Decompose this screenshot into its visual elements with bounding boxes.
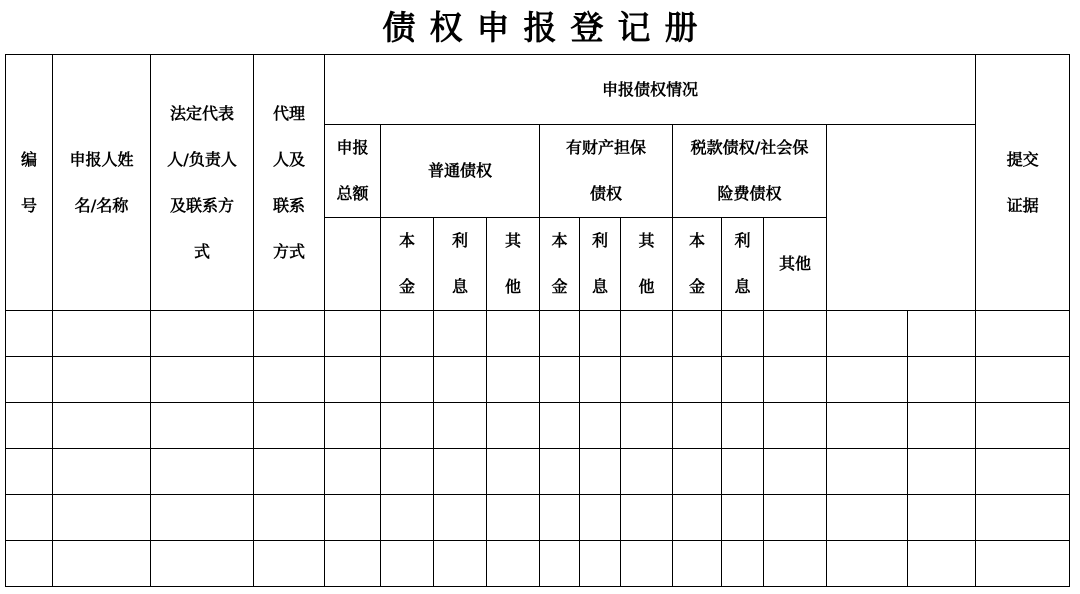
header-legal-representative: 法定代表 人/负责人 及联系方 式 <box>151 55 254 311</box>
table-row <box>6 541 1070 587</box>
table-cell[interactable] <box>540 403 580 449</box>
table-cell[interactable] <box>487 541 540 587</box>
table-cell[interactable] <box>580 449 621 495</box>
table-cell[interactable] <box>764 541 827 587</box>
table-cell[interactable] <box>6 357 53 403</box>
header-claim-situation: 申报债权情况 <box>325 55 976 125</box>
table-cell[interactable] <box>6 449 53 495</box>
table-cell[interactable] <box>827 541 908 587</box>
table-cell[interactable] <box>254 357 325 403</box>
table-cell[interactable] <box>673 449 722 495</box>
table-cell[interactable] <box>6 495 53 541</box>
register-title: 债权申报登记册 <box>382 8 712 47</box>
table-cell[interactable] <box>487 357 540 403</box>
table-cell[interactable] <box>722 357 764 403</box>
table-cell[interactable] <box>764 403 827 449</box>
table-cell[interactable] <box>487 449 540 495</box>
table-cell[interactable] <box>908 541 976 587</box>
table-cell[interactable] <box>53 357 151 403</box>
header-number: 编 号 <box>6 55 53 311</box>
table-cell[interactable] <box>434 403 487 449</box>
table-cell[interactable] <box>381 311 434 357</box>
table-cell[interactable] <box>487 403 540 449</box>
table-cell[interactable] <box>673 541 722 587</box>
table-cell[interactable] <box>325 403 381 449</box>
table-cell[interactable] <box>580 541 621 587</box>
table-cell[interactable] <box>434 495 487 541</box>
table-cell[interactable] <box>827 449 908 495</box>
header-ordinary-claim: 普通债权 <box>381 125 540 218</box>
table-cell[interactable] <box>254 495 325 541</box>
table-row <box>6 495 1070 541</box>
table-cell[interactable] <box>764 495 827 541</box>
table-cell[interactable] <box>908 495 976 541</box>
table-cell[interactable] <box>827 495 908 541</box>
table-cell[interactable] <box>722 495 764 541</box>
table-cell[interactable] <box>434 541 487 587</box>
table-cell[interactable] <box>325 541 381 587</box>
table-cell[interactable] <box>621 311 673 357</box>
table-cell[interactable] <box>764 357 827 403</box>
table-cell[interactable] <box>325 449 381 495</box>
table-cell[interactable] <box>540 311 580 357</box>
table-cell[interactable] <box>540 357 580 403</box>
table-cell[interactable] <box>673 495 722 541</box>
header-ordinary-principal: 本 金 <box>381 218 434 311</box>
table-cell[interactable] <box>254 311 325 357</box>
table-cell[interactable] <box>6 311 53 357</box>
table-cell[interactable] <box>325 357 381 403</box>
table-row <box>6 403 1070 449</box>
table-cell[interactable] <box>254 403 325 449</box>
table-cell[interactable] <box>151 357 254 403</box>
header-tax-principal: 本 金 <box>673 218 722 311</box>
table-cell[interactable] <box>722 311 764 357</box>
table-cell[interactable] <box>151 449 254 495</box>
table-cell[interactable] <box>722 403 764 449</box>
table-cell[interactable] <box>908 403 976 449</box>
table-cell[interactable] <box>487 495 540 541</box>
header-secured-claim: 有财产担保 债权 <box>540 125 673 218</box>
header-evidence: 提交 证据 <box>976 55 1070 311</box>
table-cell[interactable] <box>908 311 976 357</box>
table-cell[interactable] <box>580 403 621 449</box>
header-total: 申报 总额 <box>325 125 381 218</box>
table-cell[interactable] <box>53 311 151 357</box>
header-tax-social-claim: 税款债权/社会保 险费债权 <box>673 125 827 218</box>
header-tax-other: 其他 <box>764 218 827 311</box>
table-cell[interactable] <box>621 403 673 449</box>
table-cell[interactable] <box>673 357 722 403</box>
table-cell[interactable] <box>621 541 673 587</box>
table-cell[interactable] <box>325 495 381 541</box>
table-cell[interactable] <box>673 311 722 357</box>
table-cell[interactable] <box>827 357 908 403</box>
table-cell[interactable] <box>540 541 580 587</box>
table-cell[interactable] <box>976 495 1070 541</box>
table-cell[interactable] <box>580 495 621 541</box>
table-cell[interactable] <box>976 311 1070 357</box>
table-cell[interactable] <box>381 449 434 495</box>
header-ordinary-other: 其 他 <box>487 218 540 311</box>
table-cell[interactable] <box>580 311 621 357</box>
table-cell[interactable] <box>6 403 53 449</box>
table-cell[interactable] <box>908 357 976 403</box>
table-cell[interactable] <box>151 311 254 357</box>
header-claimant: 申报人姓 名/名称 <box>53 55 151 311</box>
table-cell[interactable] <box>254 449 325 495</box>
table-row <box>6 311 1070 357</box>
table-cell[interactable] <box>434 449 487 495</box>
header-secured-principal: 本 金 <box>540 218 580 311</box>
table-cell[interactable] <box>580 357 621 403</box>
table-cell[interactable] <box>827 311 908 357</box>
table-cell[interactable] <box>621 495 673 541</box>
table-cell[interactable] <box>434 357 487 403</box>
header-secured-other: 其 他 <box>621 218 673 311</box>
table-cell[interactable] <box>53 541 151 587</box>
table-row <box>6 449 1070 495</box>
table-cell[interactable] <box>53 449 151 495</box>
claim-register-table <box>5 54 1070 587</box>
table-cell[interactable] <box>381 403 434 449</box>
table-cell[interactable] <box>976 357 1070 403</box>
table-cell[interactable] <box>621 449 673 495</box>
table-cell[interactable] <box>6 541 53 587</box>
table-cell[interactable] <box>381 541 434 587</box>
table-cell[interactable] <box>381 357 434 403</box>
table-cell[interactable] <box>487 311 540 357</box>
table-cell[interactable] <box>325 311 381 357</box>
table-cell[interactable] <box>540 449 580 495</box>
table-cell[interactable] <box>908 449 976 495</box>
table-cell[interactable] <box>673 403 722 449</box>
table-cell[interactable] <box>722 449 764 495</box>
table-cell[interactable] <box>764 449 827 495</box>
header-agent: 代理 人及 联系 方式 <box>254 55 325 311</box>
table-cell[interactable] <box>976 403 1070 449</box>
header-tax-interest: 利 息 <box>722 218 764 311</box>
table-cell[interactable] <box>53 403 151 449</box>
table-cell[interactable] <box>53 495 151 541</box>
table-cell[interactable] <box>254 541 325 587</box>
table-cell[interactable] <box>976 449 1070 495</box>
table-cell[interactable] <box>434 311 487 357</box>
header-secured-interest: 利 息 <box>580 218 621 311</box>
table-cell[interactable] <box>722 541 764 587</box>
table-cell[interactable] <box>151 541 254 587</box>
header-ordinary-interest: 利 息 <box>434 218 487 311</box>
header-total-blank <box>325 218 381 311</box>
table-cell[interactable] <box>764 311 827 357</box>
table-cell[interactable] <box>976 541 1070 587</box>
table-cell[interactable] <box>151 403 254 449</box>
table-cell[interactable] <box>621 357 673 403</box>
table-cell[interactable] <box>151 495 254 541</box>
table-cell[interactable] <box>540 495 580 541</box>
table-row <box>6 357 1070 403</box>
table-cell[interactable] <box>827 403 908 449</box>
table-cell[interactable] <box>381 495 434 541</box>
